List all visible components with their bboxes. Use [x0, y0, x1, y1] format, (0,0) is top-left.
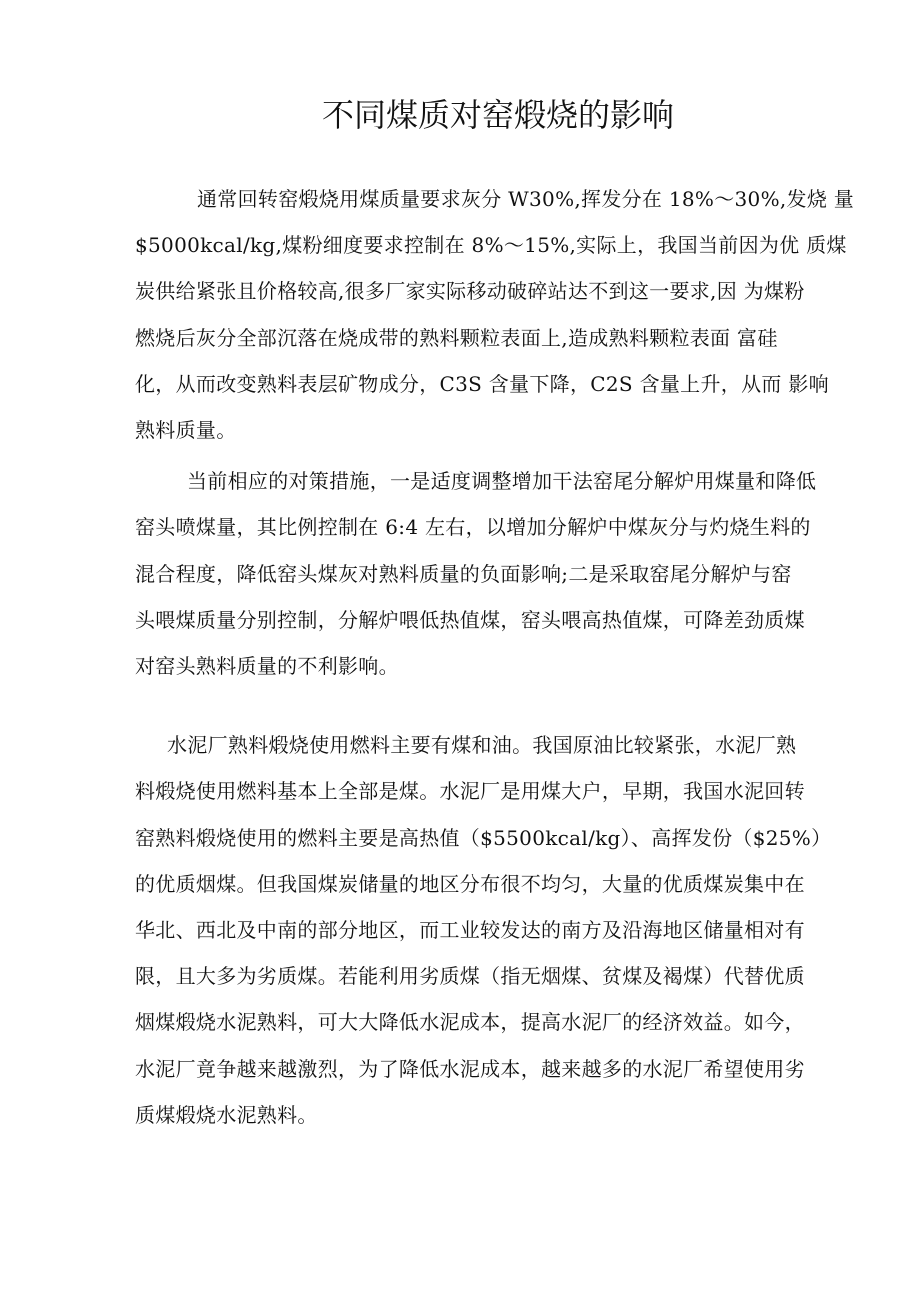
paragraph-line: 当前相应的对策措施，一是适度调整增加干法窑尾分解炉用煤量和降低: [187, 469, 817, 493]
paragraph-line: 混合程度，降低窑头煤灰对熟料质量的负面影响;二是采取窑尾分解炉与窑: [135, 562, 792, 586]
paragraph-line: 华北、西北及中南的部分地区，而工业较发达的南方及沿海地区储量相对有: [135, 918, 805, 942]
paragraph-line: 通常回转窑煅烧用煤质量要求灰分 W30%,挥发分在 18%〜30%,发烧 量: [197, 187, 855, 211]
paragraph-line: 头喂煤质量分别控制，分解炉喂低热值煤，窑头喂高热值煤，可降差劲质煤: [135, 608, 805, 632]
paragraph-line: 料煅烧使用燃料基本上全部是煤。水泥厂是用煤大户，早期，我国水泥回转: [135, 779, 805, 803]
paragraph-line: 的优质烟煤。但我国煤炭储量的地区分布很不均匀，大量的优质煤炭集中在: [135, 872, 805, 896]
paragraph-line: 烟煤煅烧水泥熟料，可大大降低水泥成本，提高水泥厂的经济效益。如今，: [135, 1010, 805, 1034]
paragraph-line: 水泥厂竟争越来越激烈，为了降低水泥成本，越来越多的水泥厂希望使用劣: [135, 1057, 805, 1081]
paragraph-line: 质煤煅烧水泥熟料。: [135, 1103, 318, 1127]
paragraph-line: 水泥厂熟料煅烧使用燃料主要有煤和油。我国原油比较紧张，水泥厂熟: [167, 733, 797, 757]
paragraph-line: 限，且大多为劣质煤。若能利用劣质煤（指无烟煤、贫煤及褐煤）代替优质: [135, 964, 805, 988]
paragraph-line: 窑头喷煤量，其比例控制在 6:4 左右，以增加分解炉中煤灰分与灼烧生料的: [135, 515, 811, 539]
paragraph-line: 化，从而改变熟料表层矿物成分，C3S 含量下降，C2S 含量上升，从而 影响: [135, 372, 829, 396]
paragraph-line: 对窑头熟料质量的不利影响。: [135, 654, 399, 678]
page-title: 不同煤质对窑煅烧的影响: [321, 96, 674, 134]
paragraph-line: $5000kcal/kg,煤粉细度要求控制在 8%〜15%,实际上，我国当前因为优 质煤: [135, 233, 847, 257]
paragraph-line: 窑熟料煅烧使用的燃料主要是高热值（$5500kcal/kg）、高挥发份（$25%）: [135, 826, 832, 850]
paragraph-line: 燃烧后灰分全部沉落在烧成带的熟料颗粒表面上,造成熟料颗粒表面 富硅: [135, 326, 778, 350]
paragraph-line: 炭供给紧张且价格较高,很多厂家实际移动破碎站达不到这一要求,因 为煤粉: [135, 279, 805, 303]
paragraph-line: 熟料质量。: [135, 418, 237, 442]
